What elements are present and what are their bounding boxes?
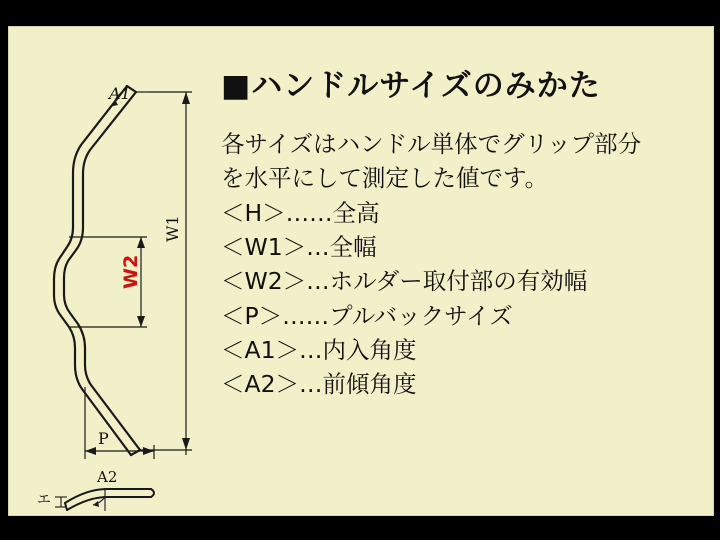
description-line: ＜W1＞…全幅: [221, 232, 377, 261]
a2-arrowhead: [93, 501, 99, 507]
description-line: ＜H＞……全高: [221, 198, 380, 227]
w2-arrowhead-bottom: [137, 316, 145, 327]
page-title: ■ハンドルサイズのみかた: [221, 68, 601, 104]
description-line: ＜W2＞…ホルダー取付部の有効幅: [221, 267, 588, 296]
handlebar-side-view: [55, 488, 154, 511]
a2-angle-arc: [93, 488, 105, 511]
label-p: P: [98, 429, 109, 448]
description-line: ＜P＞……プルバックサイズ: [221, 301, 513, 330]
description-line: 各サイズはハンドル単体でグリップ部分: [221, 130, 642, 159]
description-line: ＜A2＞…前傾角度: [221, 370, 417, 399]
description-block: [221, 127, 691, 401]
label-a1: A1: [109, 84, 131, 103]
label-a2: A2: [97, 468, 118, 486]
text-panel: [221, 69, 691, 401]
label-h: エ: [37, 492, 51, 508]
w1-arrowhead-bottom: [182, 438, 190, 450]
p-arrowhead-right: [143, 447, 154, 455]
label-w1: W1: [163, 215, 182, 242]
diagram-board: [8, 26, 714, 516]
p-arrowhead-left: [85, 447, 96, 455]
w1-dimension-line: [140, 92, 192, 455]
description-line: ＜A1＞…内入角度: [221, 335, 417, 364]
label-w2: W2: [120, 254, 142, 289]
description-line: を水平にして測定した値です。: [221, 164, 549, 193]
w2-arrowhead-top: [137, 237, 145, 248]
handlebar-drawing: [9, 27, 221, 515]
w1-arrowhead-top: [182, 92, 190, 104]
